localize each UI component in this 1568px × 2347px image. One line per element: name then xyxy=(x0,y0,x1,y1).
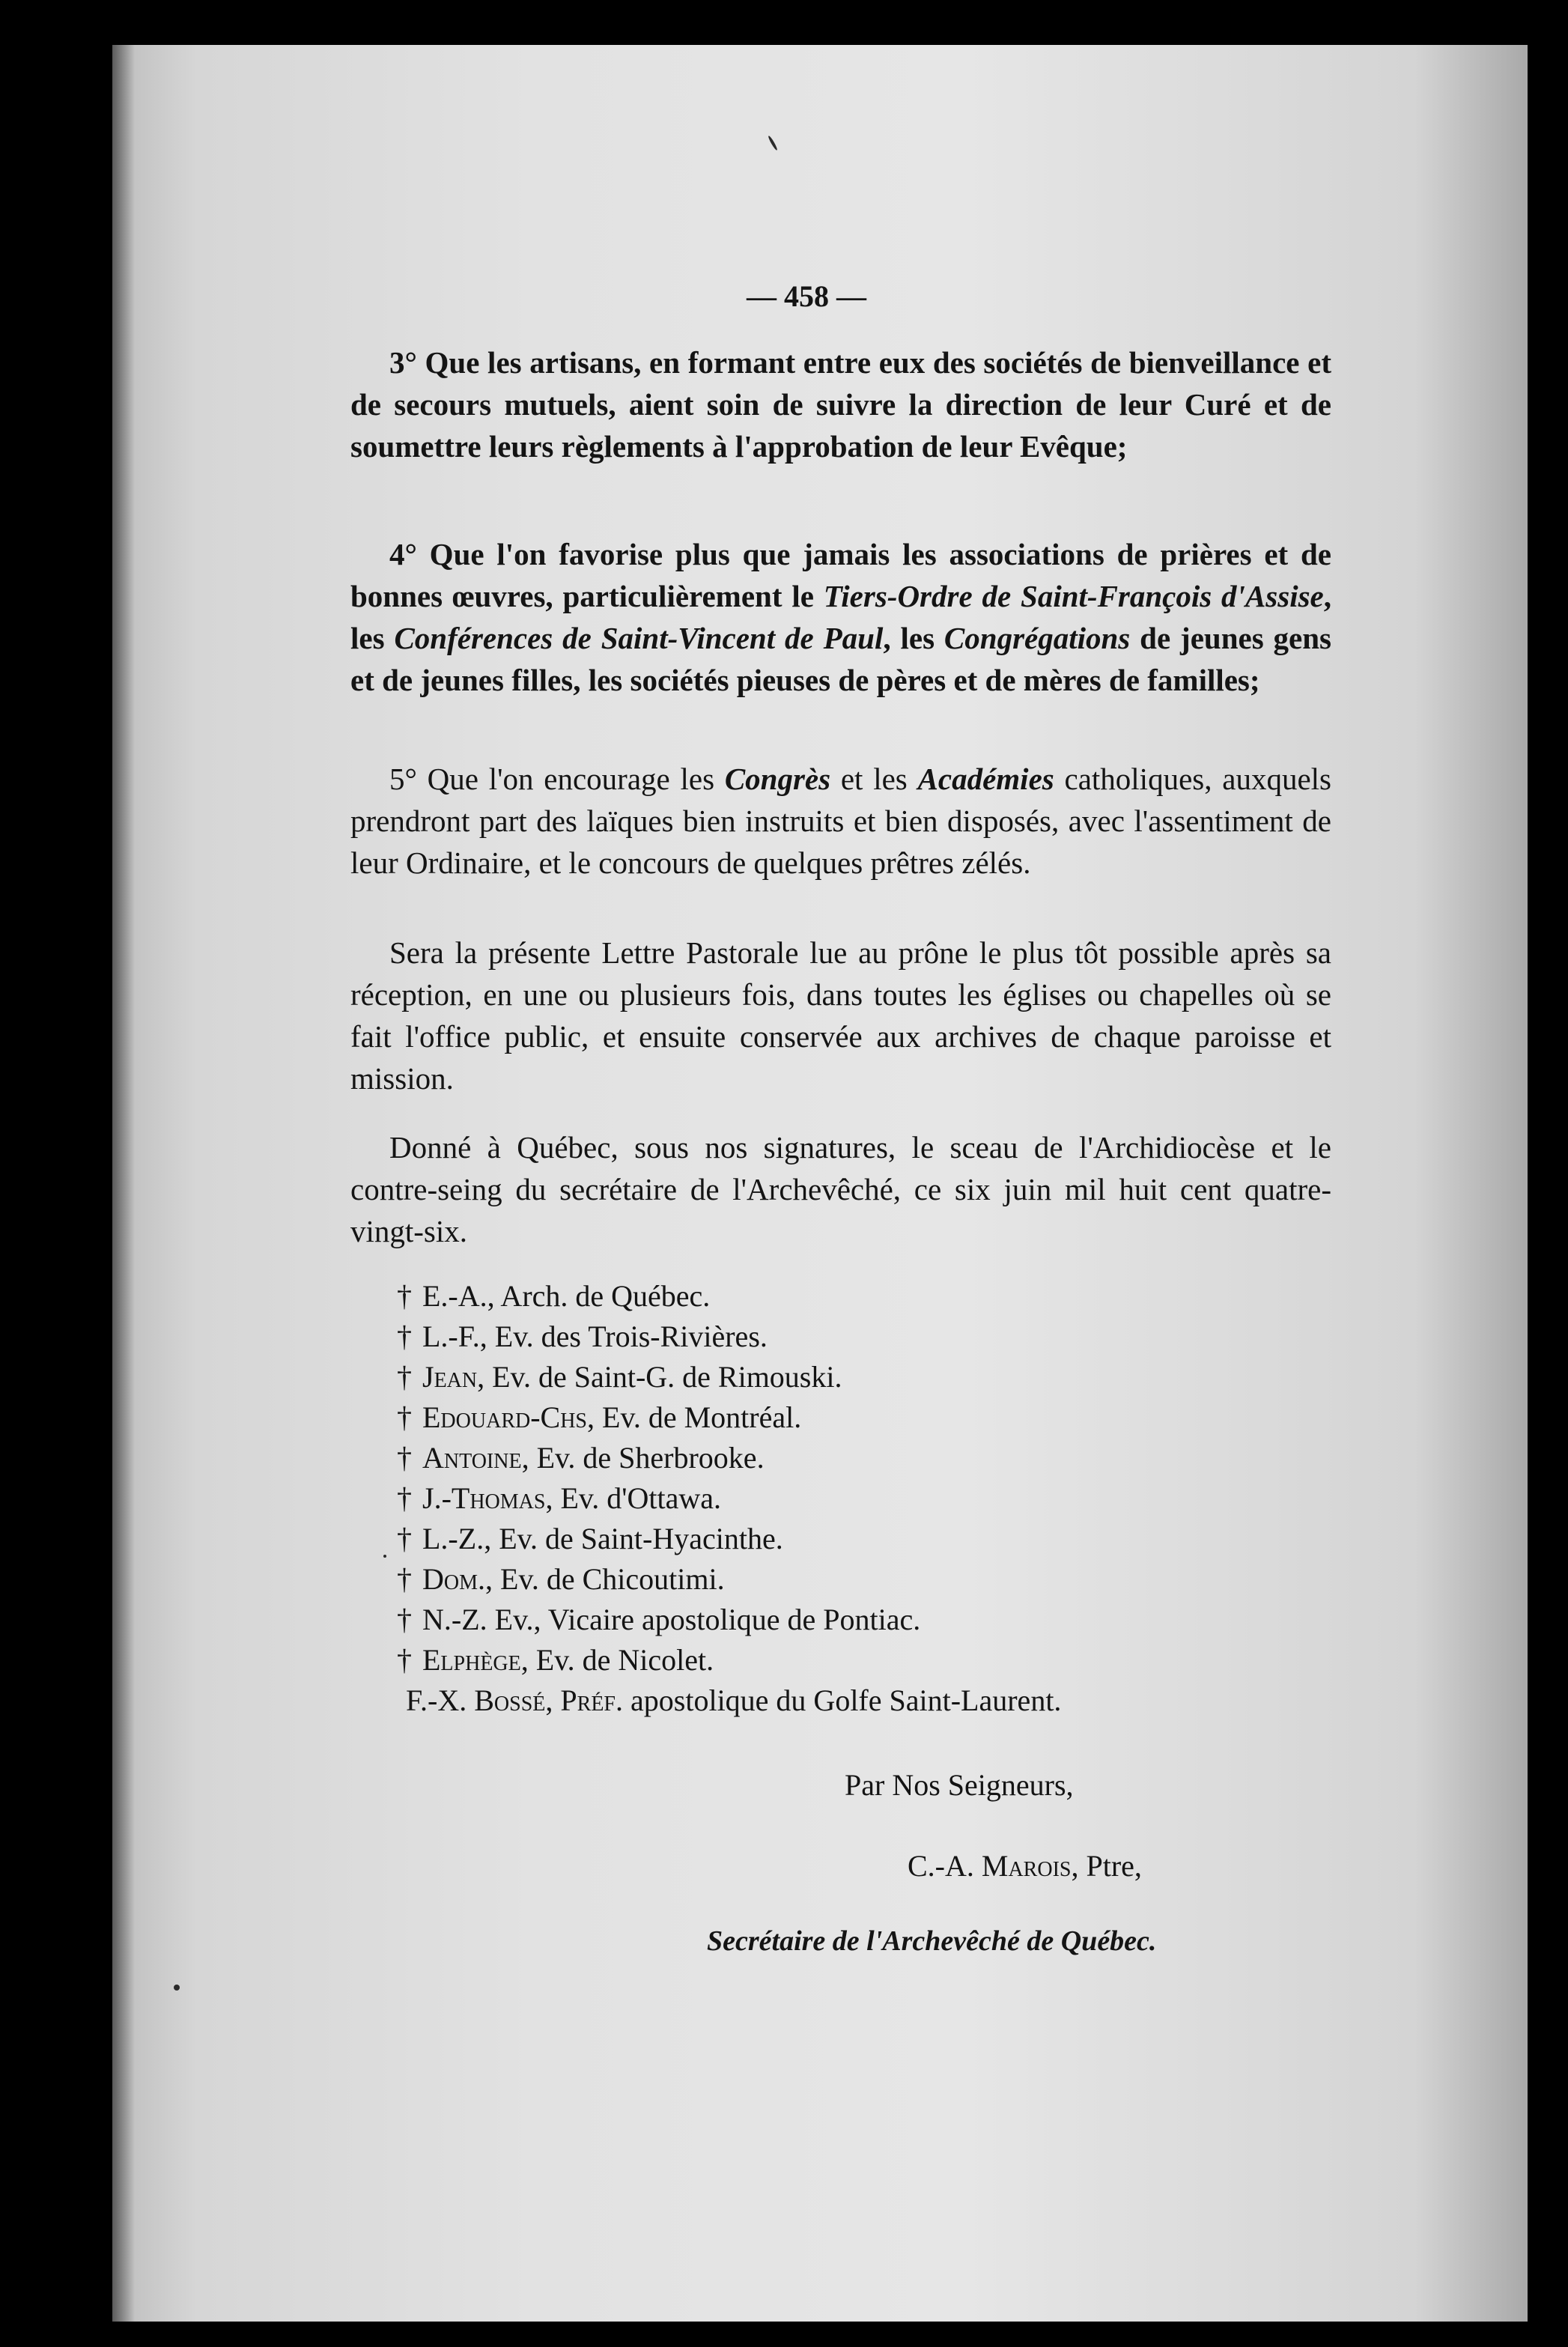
signatory-rank: Préf. xyxy=(560,1683,624,1717)
paragraph-publication: Sera la présente Lettre Pastorale lue au prône le plus tôt possible après sa réception, en une ou plusieurs fois, dans toutes les églises ou chapelles où se fait l'office public, et ensuite conservée aux archives de chaque paroisse et mission. xyxy=(350,935,1331,1096)
signatory-name: E.-A. xyxy=(422,1279,487,1313)
signatory-name: Elphège xyxy=(422,1643,521,1677)
signatory-name: L.-Z. xyxy=(422,1522,484,1555)
page-gutter-shadow xyxy=(112,45,135,2322)
scan-speck xyxy=(174,1985,180,1991)
signatory-title: , Ev. de Chicoutimi. xyxy=(485,1562,725,1596)
signature-line xyxy=(397,1438,920,1478)
cross-icon: † xyxy=(397,1360,412,1394)
signature-line xyxy=(397,1276,920,1317)
cross-icon: † xyxy=(397,1279,412,1313)
paragraph-4 xyxy=(350,533,1331,701)
cross-icon: † xyxy=(397,1481,412,1515)
signatory-title: Ev., Vicaire apostolique de Pontiac. xyxy=(487,1603,921,1636)
signatory-name: L.-F. xyxy=(422,1320,480,1353)
signature-list xyxy=(397,1276,920,1680)
paragraph-3: 3° Que les artisans, en formant entre eux des sociétés de bienveillance et de secours mutuels, aient soin de suivre la direction de leur Curé et de soumettre leurs règlements à l'approbation de leur Evêque; xyxy=(350,345,1331,464)
cross-icon: † xyxy=(397,1441,412,1475)
signature-line xyxy=(397,1478,920,1519)
signature-line xyxy=(397,1397,920,1438)
signature-line xyxy=(397,1640,920,1680)
cross-icon: † xyxy=(397,1562,412,1596)
paragraph-donne-a-quebec: Donné à Québec, sous nos signatures, le sceau de l'Archidiocèse et le contre-seing du secrétaire de l'Archevêché, ce six juin mil huit cent quatre-vingt-six. xyxy=(350,1130,1331,1248)
paragraph-5-text-a: 5° Que l'on encourage les xyxy=(389,762,725,796)
paragraph-5-text-b: et les xyxy=(830,762,918,796)
signatory-name: N.-Z. xyxy=(422,1603,487,1636)
signatory-name: Edouard-Chs xyxy=(422,1400,588,1434)
cross-icon: † xyxy=(397,1400,412,1434)
secretary-suffix: , Ptre, xyxy=(1071,1849,1142,1883)
signature-line xyxy=(397,1317,920,1357)
secretary-name: Marois xyxy=(981,1849,1072,1883)
paragraph-4-text-a: 4° Que l'on favorise plus que jamais les associations de prières et de bonnes œuvres, particulièrement le xyxy=(350,537,1331,613)
paragraph-4-italic-congregations: Congrégations xyxy=(943,621,1131,655)
par-nos-seigneurs: Par Nos Seigneurs, xyxy=(845,1768,1074,1802)
secretary-signature xyxy=(908,1848,1142,1883)
signature-line-prefect xyxy=(406,1680,1061,1721)
signatory-title: , Ev. de Saint-G. de Rimouski. xyxy=(477,1360,842,1394)
page-number: — 458 — xyxy=(747,279,866,313)
signatory-title: , Arch. de Québec. xyxy=(487,1279,711,1313)
paragraph-4-italic-conferences: Conférences de Saint-Vincent de Paul xyxy=(394,621,884,655)
signatory-title: , Ev. de Saint-Hyacinthe. xyxy=(484,1522,783,1555)
paragraph-4-text-b: , les xyxy=(350,579,1332,655)
cross-icon: † xyxy=(397,1320,412,1353)
signatory-title: , Ev. de Montréal. xyxy=(587,1400,802,1434)
signatory-title: , Ev. de Sherbrooke. xyxy=(521,1441,765,1475)
signature-line xyxy=(397,1559,920,1600)
signature-line xyxy=(397,1357,920,1397)
signatory-title: , Ev. des Trois-Rivières. xyxy=(479,1320,768,1353)
paragraph-5-text-c: catholiques, auxquels prendront part des laïques bien instruits et bien disposés, avec l'assentiment de leur Ordinaire, et le concours de quelques prêtres zélés. xyxy=(350,762,1331,880)
signatory-separator: , xyxy=(545,1683,561,1717)
signature-line xyxy=(397,1600,920,1640)
scan-speck xyxy=(383,1555,386,1558)
paragraph-4-text-d: de jeunes gens et de jeunes filles, les sociétés pieuses de pères et de mères de familles; xyxy=(350,621,1331,697)
cross-icon: † xyxy=(397,1603,412,1636)
secretary-title: Secrétaire de l'Archevêché de Québec. xyxy=(707,1925,1157,1957)
signatory-title: , Ev. d'Ottawa. xyxy=(545,1481,722,1515)
signatory-name: F.-X. Bossé xyxy=(406,1683,546,1717)
paragraph-4-italic-tiers-ordre: Tiers-Ordre de Saint-François d'Assise xyxy=(823,579,1324,613)
cross-icon: † xyxy=(397,1643,412,1677)
signatory-name: Dom. xyxy=(422,1562,486,1596)
signatory-name: J.-Thomas xyxy=(422,1481,546,1515)
signatory-name: Antoine xyxy=(422,1441,522,1475)
paragraph-5 xyxy=(350,758,1331,884)
paragraph-5-italic-academies: Académies xyxy=(917,762,1054,796)
cross-icon: † xyxy=(397,1522,412,1555)
signature-line xyxy=(397,1519,920,1559)
secretary-initials: C.-A. xyxy=(908,1849,982,1883)
paragraph-4-text-c: , les xyxy=(883,621,944,655)
signatory-title: apostolique du Golfe Saint-Laurent. xyxy=(623,1683,1062,1717)
signatory-name: Jean xyxy=(422,1360,478,1394)
signatory-title: , Ev. de Nicolet. xyxy=(520,1643,714,1677)
paragraph-5-italic-congres: Congrès xyxy=(724,762,831,796)
